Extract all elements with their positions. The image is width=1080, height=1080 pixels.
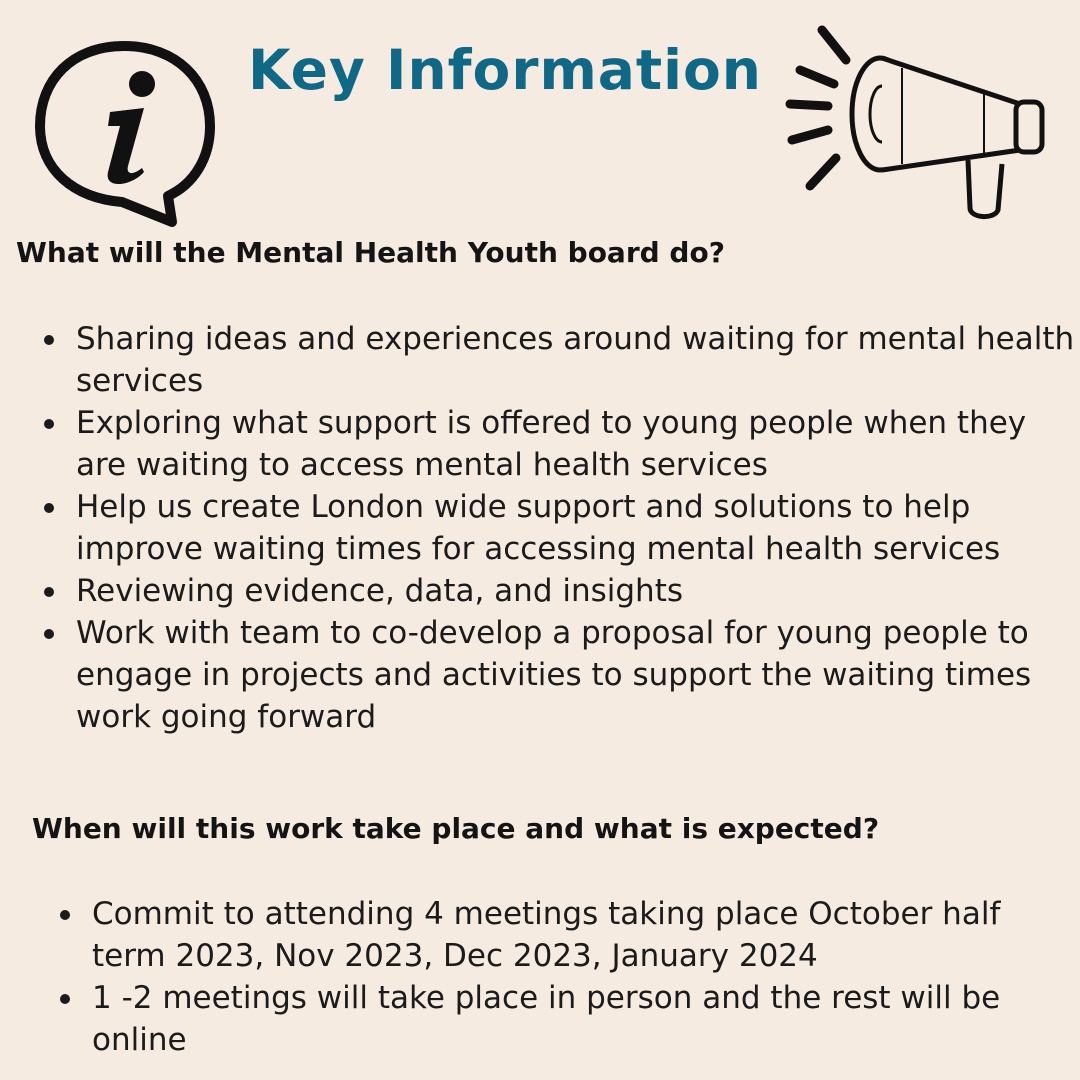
list-item: Help us create London wide support and solutions to help improve waiting times for accessing mental health services (46, 486, 1080, 570)
section-heading-schedule: When will this work take place and what is expected? (32, 812, 880, 845)
list-item: Work with team to co-develop a proposal for young people to engage in projects and activities to support the waiting times work going forward (46, 612, 1080, 738)
list-item: Reviewing evidence, data, and insights (46, 570, 1080, 612)
list-item: Exploring what support is offered to young people when they are waiting to access mental health services (46, 402, 1080, 486)
page-title: Key Information (248, 38, 762, 102)
list-item: 1 -2 meetings will take place in person and the rest will be online (62, 977, 1052, 1061)
youth-board-tasks-list (46, 318, 1080, 738)
section-heading-youth-board: What will the Mental Health Youth board do? (16, 236, 725, 269)
list-item: Sharing ideas and experiences around waiting for mental health services (46, 318, 1080, 402)
schedule-expectations-list (62, 893, 1052, 1061)
list-item: Commit to attending 4 meetings taking place October half term 2023, Nov 2023, Dec 2023, January 2024 (62, 893, 1052, 977)
